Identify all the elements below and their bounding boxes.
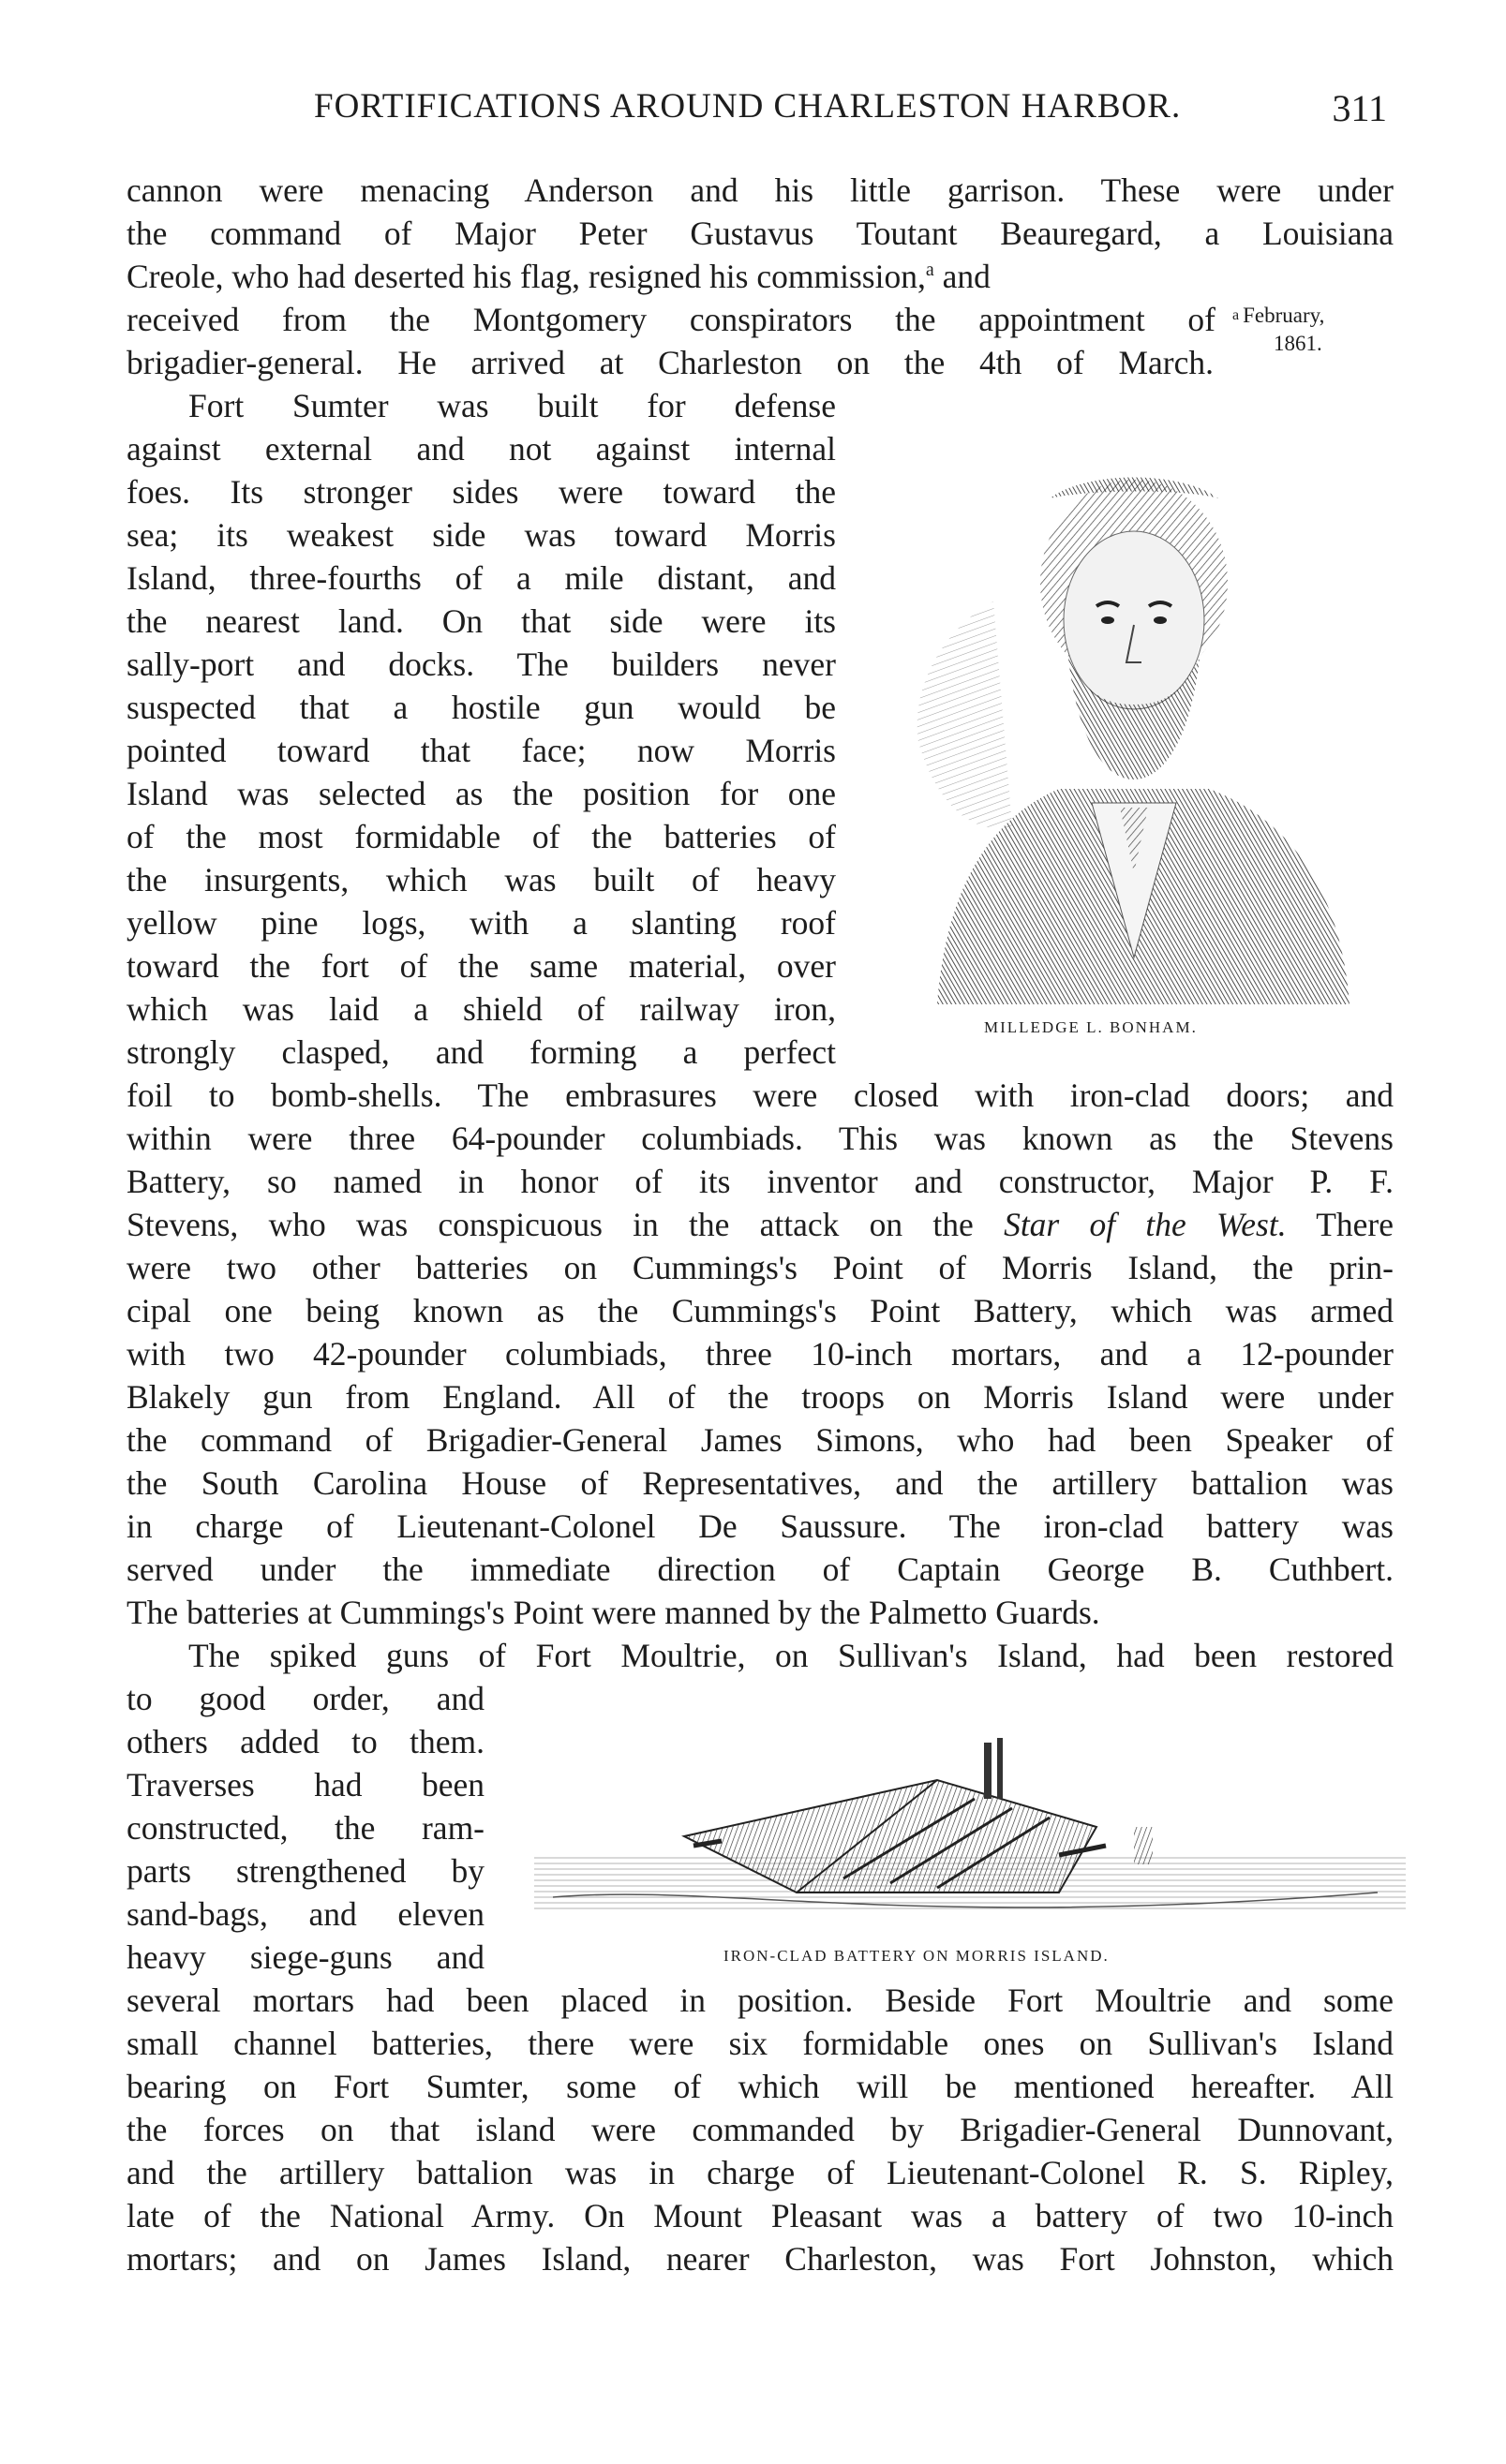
page-number: 311 [1332, 87, 1387, 129]
text-line: pointed toward that face; now Morris [127, 732, 836, 769]
text-line: Island was selected as the position for one [127, 775, 836, 812]
text-line: within were three 64-pounder columbiads. This was known as the Stevens [127, 1120, 1394, 1157]
running-head: FORTIFICATIONS AROUND CHARLESTON HARBOR. [314, 87, 1182, 126]
text-line: bearing on Fort Sumter, some of which will be mentioned hereafter. All [127, 2068, 1394, 2105]
text-line: were two other batteries on Cummings's Point of Morris Island, the prin- [127, 1249, 1394, 1286]
text-line: sally-port and docks. The builders never [127, 646, 836, 683]
text-line: small channel batteries, there were six formidable ones on Sullivan's Island [127, 2025, 1394, 2062]
text-line: in charge of Lieutenant-Colonel De Saussure. The iron-clad battery was [127, 1507, 1394, 1545]
battery-engraving [534, 1714, 1406, 1939]
text-line: several mortars had been placed in position. Beside Fort Moultrie and some [127, 1982, 1394, 2019]
text-line: strongly clasped, and forming a perfect [127, 1033, 836, 1071]
text-line: to good order, and [127, 1680, 485, 1717]
sidenote-year: 1861. [1274, 332, 1322, 355]
text-line: heavy siege-guns and [127, 1938, 485, 1976]
text-line: the South Carolina House of Representatives, and the artillery battalion was [127, 1464, 1394, 1502]
text-line: Traverses had been [127, 1766, 485, 1803]
text-line: Blakely gun from England. All of the troops on Morris Island were under [127, 1378, 1394, 1416]
text-line: The spiked guns of Fort Moultrie, on Sullivan's Island, had been restored [188, 1637, 1394, 1674]
text-line: Island, three-fourths of a mile distant, and [127, 559, 836, 597]
text-line: the insurgents, which was built of heavy [127, 861, 836, 898]
battery-caption: IRON-CLAD BATTERY ON MORRIS ISLAND. [723, 1947, 1110, 1965]
sidenote-month: February, [1243, 304, 1325, 327]
text-line: foil to bomb-shells. The embrasures were closed with iron-clad doors; and [127, 1076, 1394, 1114]
text-line: and the artillery battalion was in charge of Lieutenant-Colonel R. S. Ripley, [127, 2154, 1394, 2191]
text-line: yellow pine logs, with a slanting roof [127, 904, 836, 942]
ship-name: Star of the West. [1004, 1206, 1287, 1243]
text-line: toward the fort of the same material, over [127, 947, 836, 985]
page-header [127, 86, 1387, 133]
portrait-caption: MILLEDGE L. BONHAM. [984, 1018, 1198, 1036]
text-line: others added to them. [127, 1723, 485, 1760]
text-segment: and [933, 258, 991, 295]
text-line [127, 255, 1176, 298]
footnote-ref-marker: a [925, 260, 934, 281]
text-line: The batteries at Cummings's Point were manned by the Palmetto Guards. [127, 1594, 1100, 1631]
text-line: mortars; and on James Island, nearer Charleston, was Fort Johnston, which [127, 2240, 1394, 2278]
text-line: Battery, so named in honor of its inventor and constructor, Major P. F. [127, 1163, 1394, 1200]
text-line: brigadier-general. He arrived at Charleston on the 4th of March. [127, 344, 1214, 381]
text-line: sand-bags, and eleven [127, 1895, 485, 1933]
text-segment: There [1316, 1206, 1394, 1243]
text-line: against external and not against internal [127, 430, 836, 468]
text-line: late of the National Army. On Mount Pleasant was a battery of two 10-inch [127, 2197, 1394, 2234]
text-segment: Creole, who had deserted his flag, resigned his commission, [127, 258, 926, 295]
text-line: cannon were menacing Anderson and his little garrison. These were under [127, 171, 1394, 209]
text-line: cipal one being known as the Cummings's Point Battery, which was armed [127, 1292, 1394, 1329]
text-line: the forces on that island were commanded by Brigadier-General Dunnovant, [127, 2111, 1394, 2148]
text-line: received from the Montgomery conspirators the appointment of [127, 301, 1215, 338]
text-line: parts strengthened by [127, 1852, 485, 1890]
text-line: constructed, the ram- [127, 1809, 485, 1847]
text-line: the command of Major Peter Gustavus Toutant Beauregard, a Louisiana [127, 215, 1394, 252]
margin-date-note [1232, 302, 1396, 358]
text-line: with two 42-pounder columbiads, three 10-inch mortars, and a 12-pounder [127, 1335, 1394, 1373]
text-line: Fort Sumter was built for defense [188, 387, 836, 424]
text-line: suspected that a hostile gun would be [127, 689, 836, 726]
text-line: the nearest land. On that side were its [127, 602, 836, 640]
text-line: of the most formidable of the batteries of [127, 818, 836, 855]
portrait-engraving [881, 433, 1392, 1012]
text-line [127, 1203, 1394, 1246]
text-line: served under the immediate direction of Captain George B. Cuthbert. [127, 1551, 1394, 1588]
text-segment: Stevens, who was conspicuous in the attack on the [127, 1206, 974, 1243]
text-line: sea; its weakest side was toward Morris [127, 516, 836, 554]
text-line: foes. Its stronger sides were toward the [127, 473, 836, 511]
sidenote-marker: a [1232, 307, 1240, 323]
text-line: which was laid a shield of railway iron, [127, 990, 836, 1028]
text-line: the command of Brigadier-General James Simons, who had been Speaker of [127, 1421, 1394, 1459]
